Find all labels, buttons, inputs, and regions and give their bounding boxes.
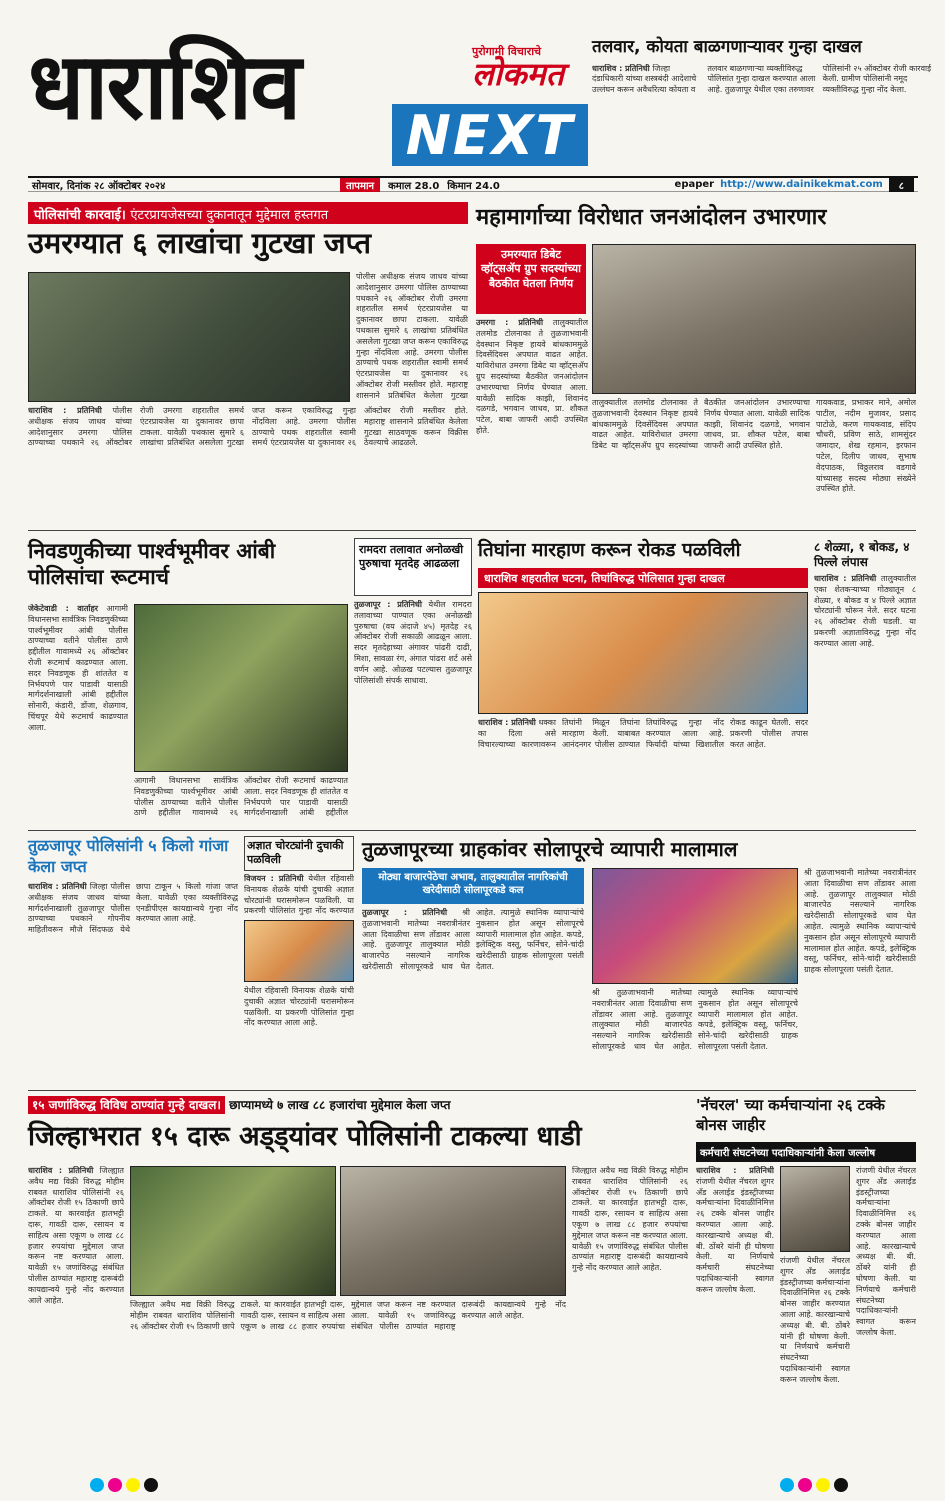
liquor-body-lower: जिल्ह्यात अवैध मद्य विक्री विरुद्ध मोहीम राबवत धाराशिव पोलिसांनी २६ ऑक्टोबर रोजी १५ ठिकाणी छापे टाकले. या कारवाईत हातभट्टी दारू, गावठी दारू, रसायन व साहित्य असा एकूण ७ लाख ८८ हजार रुपयांचा मुद्देमाल जप्त करून नष्ट करण्यात आला. यावेळी १५ जणांविरुद्ध संबंधित पोलीस ठाण्यांत महाराष्ट्र दारूबंदी कायद्यान्वये गुन्हे नोंद करण्यात आले आहेत.	[130, 1300, 566, 1331]
divider	[28, 1090, 916, 1091]
byline: तुळजापूर : प्रतिनिधी	[362, 908, 448, 917]
headline-ganja: तुळजापूर पोलिसांनी ५ किलो गांजा केला जप्त	[28, 836, 229, 876]
headline-robbery: तिघांना मारहाण करून रोकड पळविली	[478, 539, 741, 561]
solapur-body-right: श्री तुळजाभवानी मातेच्या नवरात्रीनंतर आता दिवाळीचा सण तोंडावर आला आहे. तुळजापूर तालुक्यात मोठी बाजारपेठ नसल्याने नागरिक खरेदीसाठी सोलापूरकडे धाव घेत आहेत. त्यामुळे स्थानिक व्यापाऱ्यांचे नुकसान होत असून सोलापूरचे व्यापारी मालामाल होत आहेत. कपडे, इलेक्ट्रिक वस्तू, फर्निचर, सोने-चांदी खरेदीसाठी ग्राहक सोलापूरला पसंती देतात.	[804, 868, 916, 975]
yellow-mark	[816, 1478, 830, 1492]
byline: विजयन : प्रतिनिधी	[244, 874, 304, 883]
highway-body-lower: तालुक्यातील तलमोड टोलनाका ते तुळजाभवानी देवस्थान निकृष्ट हायवे बांधकाममुळे दिवसेंदिवस अपघात वाढत आहेत. याविरोधात उमरगा डिबेट या व्हॉट्सॲप ग्रुप सदस्यांच्या बैठकीत जनआंदोलन उभारण्याचा निर्णय घेण्यात आला. यावेळी सादिक काझी, शिवानंद दळगडे, भगवान जाधव, प्रा. शौकत पटेल, बाबा जाफरी आदी उपस्थित होते.	[592, 398, 810, 451]
bonus-subhead: कर्मचारी संघटनेच्या पदाधिकाऱ्यांनी केला जल्लोष	[696, 1142, 916, 1162]
epaper-group	[675, 178, 914, 192]
lokmat-tagline: पुरोगामी विचाराचे	[472, 45, 542, 58]
headline-goats: ८ शेळ्या, १ बोकड, ४ पिल्ले लंपास	[814, 540, 910, 569]
dateline-bar	[28, 176, 918, 192]
story-text: जिल्ह्यात अवैध मद्य विक्री विरुद्ध मोहीम राबवत धाराशिव पोलिसांनी २६ ऑक्टोबर रोजी १५ ठिकाणी छापे टाकले. या कारवाईत हातभट्टी दारू, गावठी दारू, रसायन व साहित्य असा एकूण ७ लाख ८८ हजार रुपयांचा मुद्देमाल जप्त करून नष्ट करण्यात आला. यावेळी १५ जणांविरुद्ध संबंधित पोलीस ठाण्यांत महाराष्ट्र दारूबंदी कायद्यान्वये गुन्हे नोंद करण्यात आले आहेत.	[28, 1166, 124, 1305]
bonus-body-right: रांजणी येथील नॅचरल शुगर अँड अलाईड इंडस्ट्रीजच्या कर्मचाऱ्यांना दिवाळीनिमित्त २६ टक्के बोनस जाहीर करण्यात आला आहे. कारखान्याचे अध्यक्ष बी. बी. ठोंबरे यांनी ही घोषणा केली. या निर्णयाचे कर्मचारी संघटनेच्या पदाधिकाऱ्यांनी स्वागत करून जल्लोष केला.	[856, 1166, 916, 1337]
byline: धाराशिव : प्रतिनिधी	[696, 1166, 774, 1175]
temperature-label: तापमान	[340, 178, 380, 192]
bonus-portrait-photo	[780, 1166, 850, 1252]
headline-bike: अज्ञात चोरट्यांनी दुचाकी पळविली	[244, 836, 354, 871]
routemarch-photo	[134, 604, 348, 772]
byline: जेकेटेवाडी : वार्ताहर	[28, 604, 99, 613]
highway-box-title: उमरग्यात डिबेट व्हॉट्सॲप ग्रुप सदस्यांच्या बैठकीत घेतला निर्णय	[476, 244, 586, 314]
byline: धाराशिव : प्रतिनिधी	[592, 64, 650, 73]
goats-body	[814, 574, 916, 824]
story-text: जिल्हा पोलीस अधीक्षक संजय जाधव यांच्या मार्गदर्शनाखाली तुळजापूर पोलीस ठाण्याच्या पथकाने गोपनीय माहितीवरून मौजे सिंदफळ येथे छापा टाकून ५ किलो गांजा जप्त केला. यावेळी एका व्यक्तीविरुद्ध एनडीपीएस कायद्यान्वये गुन्हा नोंद करण्यात आला आहे.	[28, 882, 238, 935]
routemarch-body	[28, 604, 128, 824]
kicker-red: १५ जणांविरुद्ध विविध ठाण्यांत गुन्हे दाखल।	[28, 1096, 225, 1114]
story-text: पोलीस अधीक्षक संजय जाधव यांच्या आदेशानुसार उमरगा पोलिस ठाण्याच्या पथकाने २६ ऑक्टोबर रोजी उमरगा शहरातील समर्थ एंटरप्रायजेस या दुकानावर छापा टाकला. यावेळी पथकास सुमारे ६ लाखांचा प्रतिबंधित असलेला गुटखा जप्त करून एकाविरुद्ध गुन्हा नोंदविला आहे. उमरगा पोलीस ठाण्याचे पथक शहरातील स्वामी समर्थ एंटरप्रायजेस या दुकानावर २६ ऑक्टोबर रोजी मस्तीवर होते. महाराष्ट्र शासनाने प्रतिबंधित केलेला गुटखा साठवणूक करून विक्रीस ठेवल्याचे आढळले.	[28, 406, 468, 448]
magenta-mark	[108, 1478, 122, 1492]
bike-illustration	[244, 920, 354, 982]
story-text: रांजणी येथील नॅचरल शुगर अँड अलाईड इंडस्ट्रीजच्या कर्मचाऱ्यांना दिवाळीनिमित्त २६ टक्के बोनस जाहीर करण्यात आला आहे. कारखान्याचे अध्यक्ष बी. बी. ठोंबरे यांनी ही घोषणा केली. या निर्णयाचे कर्मचारी संघटनेच्या पदाधिकाऱ्यांनी स्वागत करून जल्लोष केला.	[696, 1176, 774, 1294]
headline-gutkha: उमरग्यात ६ लाखांचा गुटखा जप्त	[28, 226, 372, 260]
liquor-body-right: जिल्ह्यात अवैध मद्य विक्री विरुद्ध मोहीम राबवत धाराशिव पोलिसांनी २६ ऑक्टोबर रोजी १५ ठिकाणी छापे टाकले. या कारवाईत हातभट्टी दारू, गावठी दारू, रसायन व साहित्य असा एकूण ७ लाख ८८ हजार रुपयांचा मुद्देमाल जप्त करून नष्ट करण्यात आला. यावेळी १५ जणांविरुद्ध संबंधित पोलीस ठाण्यांत महाराष्ट्र दारूबंदी कायद्यान्वये गुन्हे नोंद करण्यात आले आहेत.	[572, 1166, 688, 1273]
story-text: आगामी विधानसभा सार्वत्रिक निवडणुकीच्या पार्श्वभूमीवर आंबी पोलीस ठाण्याच्या वतीने पोलीस ठाणे हद्दीतील गावामध्ये २६ ऑक्टोबर रोजी रूटमार्च काढण्यात आला. सदर निवडणूक ही शांततेत व निर्भयपणे पार पाडावी यासाठी मार्गदर्शनाखाली आंबी हद्दीतील सोनारी, कंडारी, डोंजा, शेळगाव, चिंचपूर येथे रूटमार्च काढण्यात आला.	[28, 604, 128, 732]
black-mark	[834, 1478, 848, 1492]
epaper-label: epaper	[674, 179, 715, 190]
routemarch-body-lower: आगामी विधानसभा सार्वत्रिक निवडणुकीच्या पार्श्वभूमीवर आंबी पोलीस ठाण्याच्या वतीने पोलीस ठाणे हद्दीतील गावामध्ये २६ ऑक्टोबर रोजी रूटमार्च काढण्यात आला. सदर निवडणूक ही शांततेत व निर्भयपणे पार पाडावी यासाठी मार्गदर्शनाखाली आंबी हद्दीतील	[134, 776, 348, 818]
registration-marks-left	[90, 1478, 170, 1492]
divider	[28, 830, 916, 831]
liquor-raid-photo-2	[340, 1166, 566, 1296]
solapur-body-lower: श्री तुळजाभवानी मातेच्या नवरात्रीनंतर आता दिवाळीचा सण तोंडावर आला आहे. तुळजापूर तालुक्यात मोठी बाजारपेठ नसल्याने नागरिक खरेदीसाठी सोलापूरकडे धाव घेत आहेत. त्यामुळे स्थानिक व्यापाऱ्यांचे नुकसान होत असून सोलापूरचे व्यापारी मालामाल होत आहेत. कपडे, इलेक्ट्रिक वस्तू, फर्निचर, सोने-चांदी खरेदीसाठी ग्राहक सोलापूरला पसंती देतात.	[592, 988, 798, 1051]
ramdara-body	[354, 600, 472, 824]
story-text: तालुक्यातील तलमोड टोलनाका ते तुळजाभवानी देवस्थान निकृष्ट हायवे बांधकाममुळे दिवसेंदिवस अपघात वाढत आहेत. याविरोधात उमरगा डिबेट या व्हॉट्सॲप ग्रुप सदस्यांच्या बैठकीत जनआंदोलन उभारण्याचा निर्णय घेण्यात आला. यावेळी सादिक काझी, शिवानंद दळगडे, भगवान जाधव, प्रा. शौकत पटेल, बाबा जाफरी आदी उपस्थित होते.	[476, 318, 588, 435]
byline: धाराशिव : प्रतिनिधी	[478, 718, 536, 727]
ganja-body	[28, 882, 238, 1084]
highway-caption: गायकवाड, प्रभाकर माने, अमोल पाटील, नदीम मुजावर, प्रसाद पाटोळे, करण गायकवाड, संदिप चौधरी, प्रविण साठे, शामसुंदर जमादार, शेख रहमान, इरफान पटेल, दिलीप जाधव, सुभाष वेदपाठक, विठ्ठलराव वडगावे यांच्यासह सदस्य मोठ्या संख्येने उपस्थित होते.	[816, 398, 916, 494]
magenta-mark	[798, 1478, 812, 1492]
gutkha-kicker	[28, 202, 468, 224]
highway-body	[476, 318, 588, 524]
bonus-body	[696, 1166, 774, 1466]
page-number: ८	[889, 178, 914, 192]
registration-marks-right	[780, 1478, 860, 1492]
robbery-illustration	[478, 592, 808, 714]
story-text: धक्का का दिला असे विचारल्याच्या कारणावरून तिघांनी मिळून तिघांना मारहाण केली. याबाबत आनंदनगर पोलीस ठाण्यात तिघांविरुद्ध गुन्हा नोंद करण्यात आला आहे. फिर्यादी यांच्या खिशातील रोकड काढून घेतली. सदर प्रकरणी पोलीस तपास करत आहेत.	[478, 718, 808, 749]
lokmat-logo: लोकमत	[472, 55, 564, 93]
cyan-mark	[780, 1478, 794, 1492]
byline: धाराशिव : प्रतिनिधी	[28, 406, 102, 415]
cyan-mark	[90, 1478, 104, 1492]
liquor-raid-photo-1	[130, 1166, 336, 1296]
byline: धाराशिव : प्रतिनिधी	[28, 1166, 94, 1175]
byline: उमरगा : प्रतिनिधी	[476, 318, 544, 327]
min-temperature: किमान 24.0	[447, 180, 500, 192]
solapur-subhead: मोठ्या बाजारपेठेचा अभाव, तालुक्यातील नागरिकांची खरेदीसाठी सोलापूरकडे कल	[362, 868, 584, 904]
max-temperature: कमाल 28.0	[388, 180, 440, 192]
headline-routemarch: निवडणुकीच्या पार्श्वभूमीवर आंबी पोलिसांचा रूटमार्च	[28, 539, 276, 590]
headline-highway: महामार्गाच्या विरोधात जनआंदोलन उभारणार	[476, 205, 827, 230]
kicker-rest: एंटरप्रायजेसच्या दुकानातून मुद्देमाल हस्तगत	[130, 208, 329, 223]
next-logo: NEXT	[392, 104, 588, 166]
liquor-kicker	[28, 1096, 688, 1118]
story-text: तालुक्यातील एका शेतकऱ्याच्या गोठ्यातून ८ शेळ्या, १ बोकड व ४ पिल्ले अज्ञात चोरट्यांनी चोरून नेले. सदर घटना २६ ऑक्टोबर रोजी घडली. या प्रकरणी अज्ञाताविरुद्ध गुन्हा नोंद करण्यात आला आहे.	[814, 574, 916, 648]
issue-date: सोमवार, दिनांक २८ ऑक्टोबर २०२४	[32, 180, 166, 192]
gutkha-body-side: पोलीस अधीक्षक संजय जाधव यांच्या आदेशानुसार उमरगा पोलिस ठाण्याच्या पथकाने २६ ऑक्टोबर रोजी उमरगा शहरातील समर्थ एंटरप्रायजेस या दुकानावर छापा टाकला. यावेळी पथकास सुमारे ६ लाखांचा प्रतिबंधित असलेला गुटखा जप्त करून एकाविरुद्ध गुन्हा नोंदविला आहे. उमरगा पोलीस ठाण्याचे पथक शहरातील स्वामी समर्थ एंटरप्रायजेस या दुकानावर २६ ऑक्टोबर रोजी मस्तीवर होते. महाराष्ट्र शासनाने प्रतिबंधित केलेला गुटखा	[356, 272, 468, 400]
story-text: येथील रामदरा तलावाच्या पाण्यात एका अनोळखी पुरुषाचा (वय अंदाजे ४५) मृतदेह २६ ऑक्टोबर रोजी सकाळी आढळून आला. सदर मृतदेहाच्या अंगावर पांढरी दाढी, मिशा, सावळा रंग, अंगात पांढरा शर्ट असे वर्णन आहे. ओळख पटल्यास तुळजापूर पोलिसांशी संपर्क साधावा.	[354, 600, 472, 685]
masthead-title: धाराशिव	[28, 32, 300, 140]
highway-photo	[592, 244, 916, 394]
headline-liquor: जिल्हाभरात १५ दारू अड्ड्यांवर पोलिसांनी टाकल्या धाडी	[28, 1121, 582, 1152]
robbery-body	[478, 718, 808, 824]
liquor-body	[28, 1166, 124, 1466]
bonus-body-lower: रांजणी येथील नॅचरल शुगर अँड अलाईड इंडस्ट्रीजच्या कर्मचाऱ्यांना दिवाळीनिमित्त २६ टक्के बोनस जाहीर करण्यात आला आहे. कारखान्याचे अध्यक्ष बी. बी. ठोंबरे यांनी ही घोषणा केली. या निर्णयाचे कर्मचारी संघटनेच्या पदाधिकाऱ्यांनी स्वागत करून जल्लोष केला.	[780, 1256, 850, 1384]
byline: धाराशिव : प्रतिनिधी	[814, 574, 877, 583]
byline: धाराशिव : प्रतिनिधी	[28, 882, 87, 891]
yellow-mark	[126, 1478, 140, 1492]
headline-sword-case: तलवार, कोयता बाळगणाऱ्यावर गुन्हा दाखल	[592, 37, 862, 57]
robbery-subhead: धाराशिव शहरातील घटना, तिघांविरुद्ध पोलिसात गुन्हा दाखल	[478, 568, 808, 588]
divider	[28, 530, 916, 531]
byline: तुळजापूर : प्रतिनिधी	[354, 600, 422, 609]
black-mark	[144, 1478, 158, 1492]
bike-body	[244, 874, 354, 916]
bike-body-lower: येथील रहिवासी विनायक शेळके यांची दुचाकी अज्ञात चोरट्यांनी घरासमोरून पळविली. या प्रकरणी पोलिसांत गुन्हा नोंद करण्यात आला आहे.	[244, 986, 354, 1028]
kicker-red: पोलिसांची कारवाई।	[34, 208, 126, 223]
temperature-group	[340, 178, 500, 192]
story-sword-body	[592, 64, 932, 172]
kicker-rest: छाप्यामध्ये ७ लाख ८८ हजारांचा मुद्देमाल केला जप्त	[229, 1098, 451, 1112]
headline-solapur: तुळजापूरच्या ग्राहकांवर सोलापूरचे व्यापारी मालामाल	[362, 837, 738, 861]
gutkha-body	[28, 406, 468, 524]
gutkha-photo	[28, 272, 350, 402]
headline-bonus: 'नॅचरल' च्या कर्मचाऱ्यांना २६ टक्के बोनस जाहीर	[696, 1096, 885, 1134]
epaper-link[interactable]: http://www.dainikekmat.com	[720, 179, 883, 190]
story-text: श्री तुळजाभवानी मातेच्या नवरात्रीनंतर आता दिवाळीचा सण तोंडावर आला आहे. तुळजापूर तालुक्यात मोठी बाजारपेठ नसल्याने नागरिक खरेदीसाठी सोलापूरकडे धाव घेत आहेत. त्यामुळे स्थानिक व्यापाऱ्यांचे नुकसान होत असून सोलापूरचे व्यापारी मालामाल होत आहेत. कपडे, इलेक्ट्रिक वस्तू, फर्निचर, सोने-चांदी खरेदीसाठी ग्राहक सोलापूरला पसंती देतात.	[362, 908, 584, 971]
story-text: जिल्हा दंडाधिकारी यांच्या शस्त्रबंदी आदेशाचे उल्लंघन करून अवैधरित्या कोयता व तलवार बाळगणाऱ्या व्यक्तीविरुद्ध पोलिसांत गुन्हा दाखल करण्यात आला आहे. तुळजापूर येथील एका तरुणावर पोलिसांनी २५ ऑक्टोबर रोजी कारवाई केली. ग्रामीण पोलिसांनी नमूद व्यक्तीविरुद्ध गुन्हा नोंद केला.	[592, 64, 932, 94]
solapur-body	[362, 908, 584, 1084]
solapur-market-photo	[592, 868, 798, 984]
headline-ramdara: रामदरा तलावात अनोळखी पुरुषाचा मृतदेह आढळला	[354, 538, 472, 596]
story-text: येथील रहिवासी विनायक शेळके यांची दुचाकी अज्ञात चोरट्यांनी घरासमोरून पळविली. या प्रकरणी पोलिसांत गुन्हा नोंद करण्यात	[244, 874, 354, 916]
